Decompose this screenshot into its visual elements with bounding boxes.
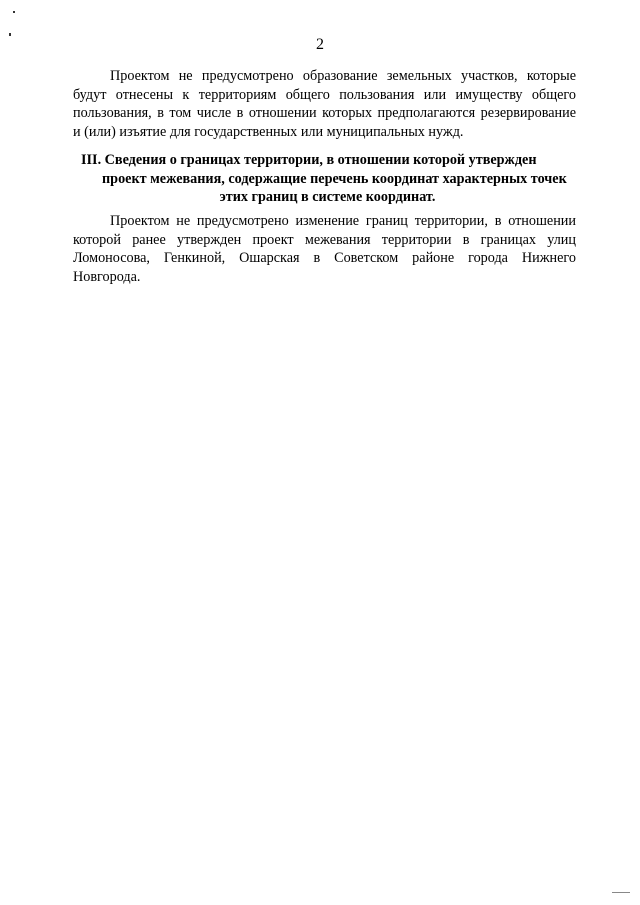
paragraph-line: Проектом не предусмотрено образование земельных участков, которые [110, 68, 576, 84]
paragraph-boundaries [73, 212, 576, 286]
scan-speck [13, 11, 15, 13]
paragraph-line: пользования, в том числе в отношении которых предполагаются резервирование [73, 105, 576, 121]
paragraph-line: Ломоносова, Генкиной, Ошарская в Советском районе города Нижнего [73, 250, 576, 266]
paragraph-line: которой ранее утвержден проект межевания территории в границах улиц [73, 231, 576, 248]
paragraph-line: и (или) изъятие для государственных или муниципальных нужд. [73, 123, 464, 140]
paragraph-line: Проектом не предусмотрено изменение границ территории, в отношении [110, 213, 576, 229]
paragraph-line: Новгорода. [73, 268, 141, 285]
scan-edge-mark [612, 892, 630, 893]
paragraph-line: будут отнесены к территориям общего пользования или имуществу общего [73, 86, 576, 103]
paragraph-land-plots [73, 67, 576, 141]
section-heading-line: III. Сведения о границах территории, в отношении которой утвержден [81, 152, 537, 168]
section-heading [73, 151, 576, 207]
page-number: 2 [316, 36, 324, 53]
section-heading-line: этих границ в системе координат. [219, 189, 436, 205]
section-heading-line: проект межевания, содержащие перечень координат характерных точек [102, 170, 567, 187]
